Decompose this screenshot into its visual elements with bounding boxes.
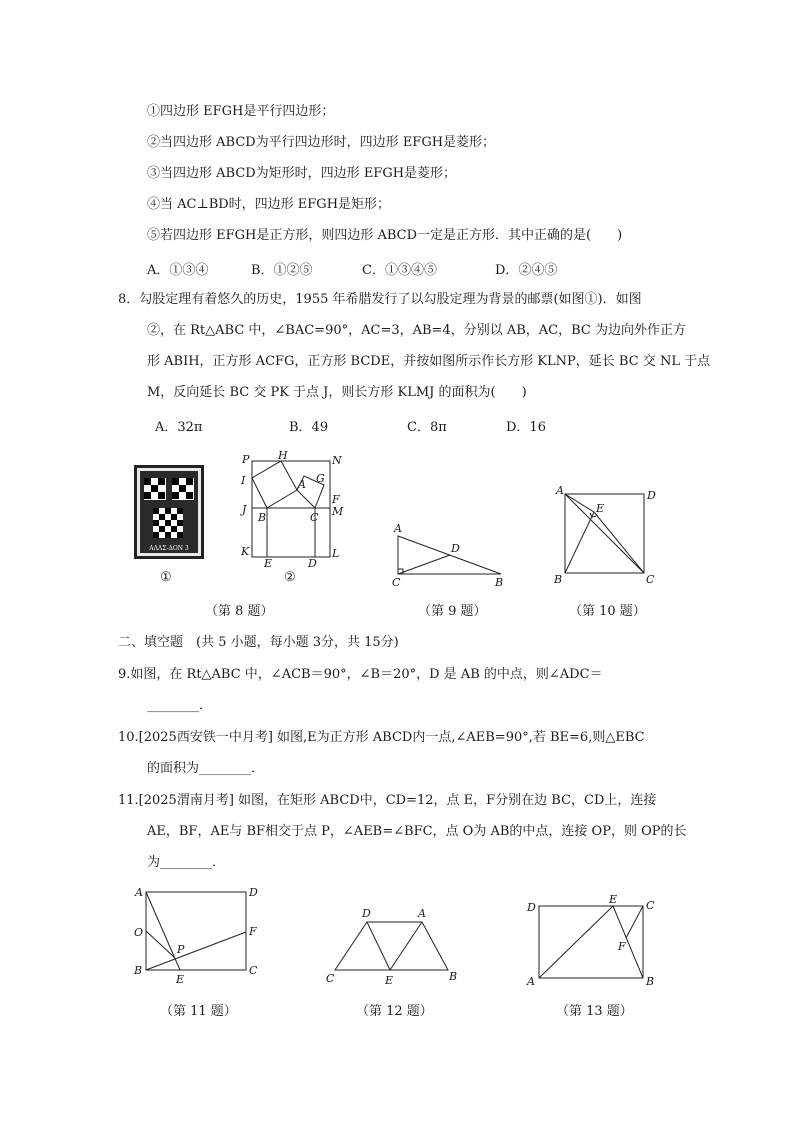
point-label-d: D <box>249 886 258 899</box>
point-label-d: D <box>362 907 371 920</box>
point-label-d: D <box>308 557 317 570</box>
point-label-b: B <box>495 576 504 589</box>
q8-option-a[interactable]: A．32π <box>155 420 203 435</box>
point-label-d: D <box>451 542 460 555</box>
point-label-e: E <box>385 974 394 987</box>
q8-line-2: ②，在 Rt△ABC 中，∠BAC=90°，AC=3，AB=4，分别以 AB，AC，BC 为边向外作正方 <box>147 323 687 338</box>
caption-fig13: （第 13 题） <box>556 1004 633 1019</box>
q7-option-a[interactable]: A．①③④ <box>147 263 209 278</box>
point-label-c: C <box>249 964 258 977</box>
point-label-e: E <box>596 502 605 515</box>
q7-statement-5: ⑤若四边形 EFGH是正方形，则四边形 ABCD一定是正方形．其中正确的是( ) <box>147 228 623 243</box>
q7-statement-4: ④当 AC⊥BD时，四边形 EFGH是矩形； <box>147 197 391 212</box>
point-label-p: P <box>242 453 250 466</box>
q10-line-1: 10.[2025西安铁一中月考] 如图,E为正方形 ABCD内一点,∠AEB=90°,若 BE=6,则△EBC <box>118 730 645 745</box>
point-label-o: O <box>134 926 144 939</box>
stamp-text: ΑΛΛΣ-ΔΟΝ 3 <box>149 545 189 552</box>
q11-line-2: AE，BF，AE与 BF相交于点 P，∠AEB=∠BFC，点 O为 AB的中点，连接 OP，则 OP的长 <box>147 824 687 839</box>
q10-line-2[interactable]: 的面积为________． <box>147 761 265 776</box>
q9-answer-blank[interactable]: ________． <box>147 698 213 713</box>
point-label-f: F <box>332 493 340 506</box>
point-label-k: K <box>241 545 250 558</box>
q7-statement-2: ②当四边形 ABCD为平行四边形时，四边形 EFGH是菱形； <box>147 135 496 150</box>
figure-13 <box>522 892 664 992</box>
fig8-sub2-label: ② <box>284 570 296 585</box>
point-label-b: B <box>258 511 267 524</box>
section-title: 二、填空题 (共 5 小题，每小题 3分，共 15分) <box>118 635 399 650</box>
point-label-c: C <box>646 899 655 912</box>
q7-statement-3: ③当四边形 ABCD为矩形时，四边形 EFGH是菱形； <box>147 166 457 181</box>
point-label-d: D <box>527 901 536 914</box>
caption-fig12: （第 12 题） <box>356 1004 433 1019</box>
point-label-e: E <box>176 973 185 986</box>
point-label-e: E <box>609 893 618 906</box>
q7-option-c[interactable]: C．①③④⑤ <box>362 263 437 278</box>
q7-option-b[interactable]: B．①②⑤ <box>251 263 313 278</box>
point-label-a: A <box>527 975 535 988</box>
q8-option-b[interactable]: B．49 <box>289 420 329 435</box>
point-label-b: B <box>646 975 655 988</box>
point-label-d: D <box>647 489 656 502</box>
point-label-a: A <box>394 522 402 535</box>
fig8-sub1-label: ① <box>160 570 172 585</box>
point-label-c: C <box>646 573 655 586</box>
figure-8-2 <box>234 448 352 570</box>
point-label-i: I <box>241 474 246 487</box>
point-label-b: B <box>449 970 458 983</box>
q7-option-d[interactable]: D．②④⑤ <box>495 263 558 278</box>
figure-12 <box>322 902 462 988</box>
point-label-a: A <box>135 886 143 899</box>
q8-option-c[interactable]: C．8π <box>407 420 447 435</box>
point-label-b: B <box>554 573 563 586</box>
point-label-l: L <box>332 547 340 560</box>
caption-fig10: （第 10 题） <box>569 604 646 619</box>
stamp-figure <box>133 464 205 560</box>
point-label-f: F <box>249 925 257 938</box>
q11-line-1: 11.[2025渭南月考] 如图，在矩形 ABCD中，CD=12，点 E，F分别在边 BC，CD上，连接 <box>118 793 657 808</box>
q11-line-3[interactable]: 为________． <box>147 855 226 870</box>
point-label-h: H <box>278 449 288 462</box>
point-label-c: C <box>310 511 319 524</box>
point-label-c: C <box>392 576 401 589</box>
point-label-j: J <box>242 503 247 516</box>
q8-option-d[interactable]: D．16 <box>506 420 546 435</box>
point-label-a: A <box>556 484 564 497</box>
point-label-n: N <box>332 454 342 467</box>
point-label-c: C <box>326 972 335 985</box>
point-label-f: F <box>618 940 626 953</box>
point-label-g: G <box>316 472 325 485</box>
q7-statement-1: ①四边形 EFGH是平行四边形； <box>147 104 335 119</box>
figure-11 <box>128 882 268 990</box>
q8-line-3: 形 ABIH，正方形 ACFG，正方形 BCDE，并按如图所示作长方形 KLNP，延长 BC 交 NL 于点 <box>147 354 711 369</box>
point-label-e: E <box>264 557 273 570</box>
caption-fig9: （第 9 题） <box>418 604 487 619</box>
point-label-a: A <box>298 478 306 491</box>
point-label-a: A <box>418 907 426 920</box>
q9-line-1: 9.如图，在 Rt△ABC 中，∠ACB＝90°，∠B＝20°，D 是 AB 的中点，则∠ADC＝ <box>118 667 603 682</box>
caption-fig11: （第 11 题） <box>160 1004 237 1019</box>
point-label-p: P <box>177 943 185 956</box>
figure-10 <box>548 482 662 590</box>
q8-line-1: 8．勾股定理有着悠久的历史，1955 年希腊发行了以勾股定理为背景的邮票(如图①)．如图 <box>118 292 642 307</box>
figure-9 <box>388 518 508 590</box>
point-label-b: B <box>134 964 143 977</box>
point-label-m: M <box>332 505 344 518</box>
q8-line-4: M，反向延长 BC 交 PK 于点 J，则长方形 KLMJ 的面积为( ) <box>147 385 527 400</box>
caption-fig8: （第 8 题） <box>205 604 274 619</box>
